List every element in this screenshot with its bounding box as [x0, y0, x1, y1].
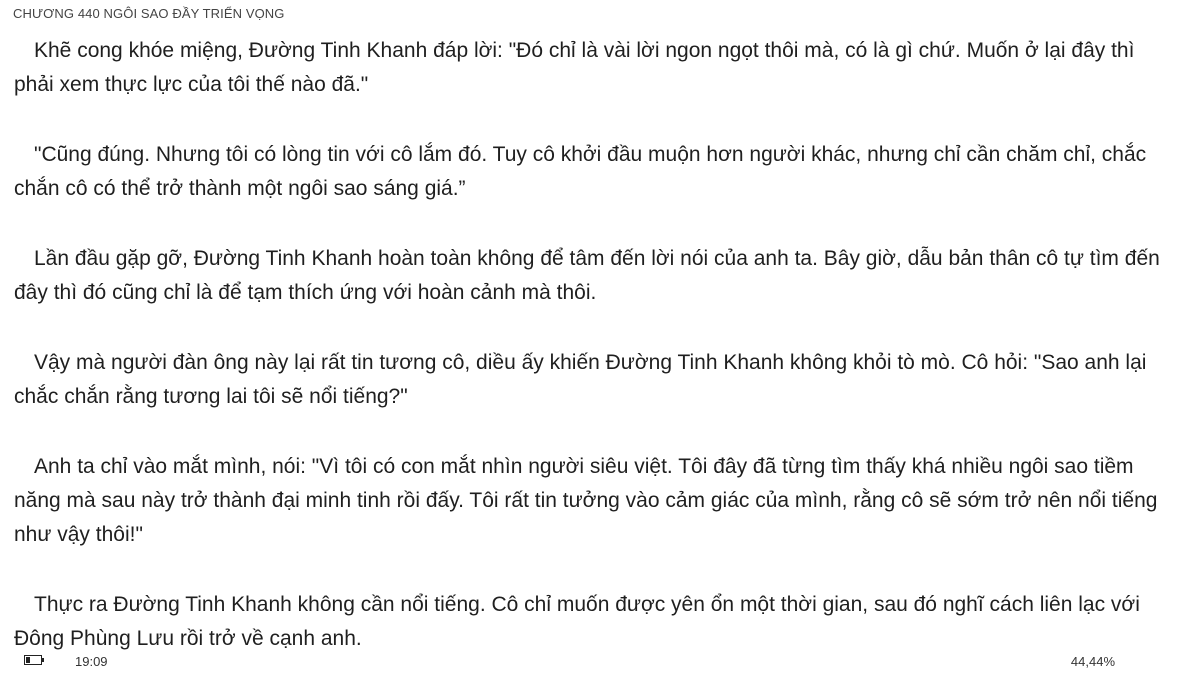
paragraph-1: Khẽ cong khóe miệng, Đường Tinh Khanh đáp lời: "Đó chỉ là vài lời ngon ngọt thôi mà, có là gì chứ. Muốn ở lại đây thì phải xem thực lực của tôi thế nào đã." — [14, 39, 1135, 96]
paragraph-6: Thực ra Đường Tinh Khanh không cần nổi tiếng. Cô chỉ muốn được yên ổn một thời gian, sau đó nghĩ cách liên lạc với Đông Phùng Lưu rồi trở về cạnh anh. — [14, 593, 1140, 650]
reading-content[interactable] — [14, 34, 1172, 692]
reading-progress: 44,44% — [1070, 654, 1115, 669]
clock-time: 19:09 — [75, 654, 108, 669]
battery-low-icon — [24, 655, 44, 665]
status-bar — [0, 648, 1198, 672]
chapter-title: CHƯƠNG 440 NGÔI SAO ĐẦY TRIỂN VỌNG — [13, 6, 285, 21]
paragraph-5: Anh ta chỉ vào mắt mình, nói: "Vì tôi có con mắt nhìn người siêu việt. Tôi đây đã từng tìm thấy khá nhiều ngôi sao tiềm năng mà sau này trở thành đại minh tinh rồi đấy. Tôi rất tin tưởng vào cảm giác của mình, rằng cô sẽ sớm trở nên nổi tiếng như vậy thôi!" — [14, 455, 1158, 546]
paragraph-3: Lần đầu gặp gỡ, Đường Tinh Khanh hoàn toàn không để tâm đến lời nói của anh ta. Bây giờ, dẫu bản thân cô tự tìm đến đây thì đó cũng chỉ là để tạm thích ứng với hoàn cảnh mà thôi. — [14, 247, 1160, 304]
paragraph-4: Vậy mà người đàn ông này lại rất tin tương cô, diều ấy khiến Đường Tinh Khanh không khỏi tò mò. Cô hỏi: "Sao anh lại chắc chắn rằng tương lai tôi sẽ nổi tiếng?" — [14, 351, 1147, 408]
paragraph-2: "Cũng đúng. Nhưng tôi có lòng tin với cô lắm đó. Tuy cô khởi đầu muộn hơn người khác, nhưng chỉ cần chăm chỉ, chắc chắn cô có thể trở thành một ngôi sao sáng giá.” — [14, 143, 1147, 200]
